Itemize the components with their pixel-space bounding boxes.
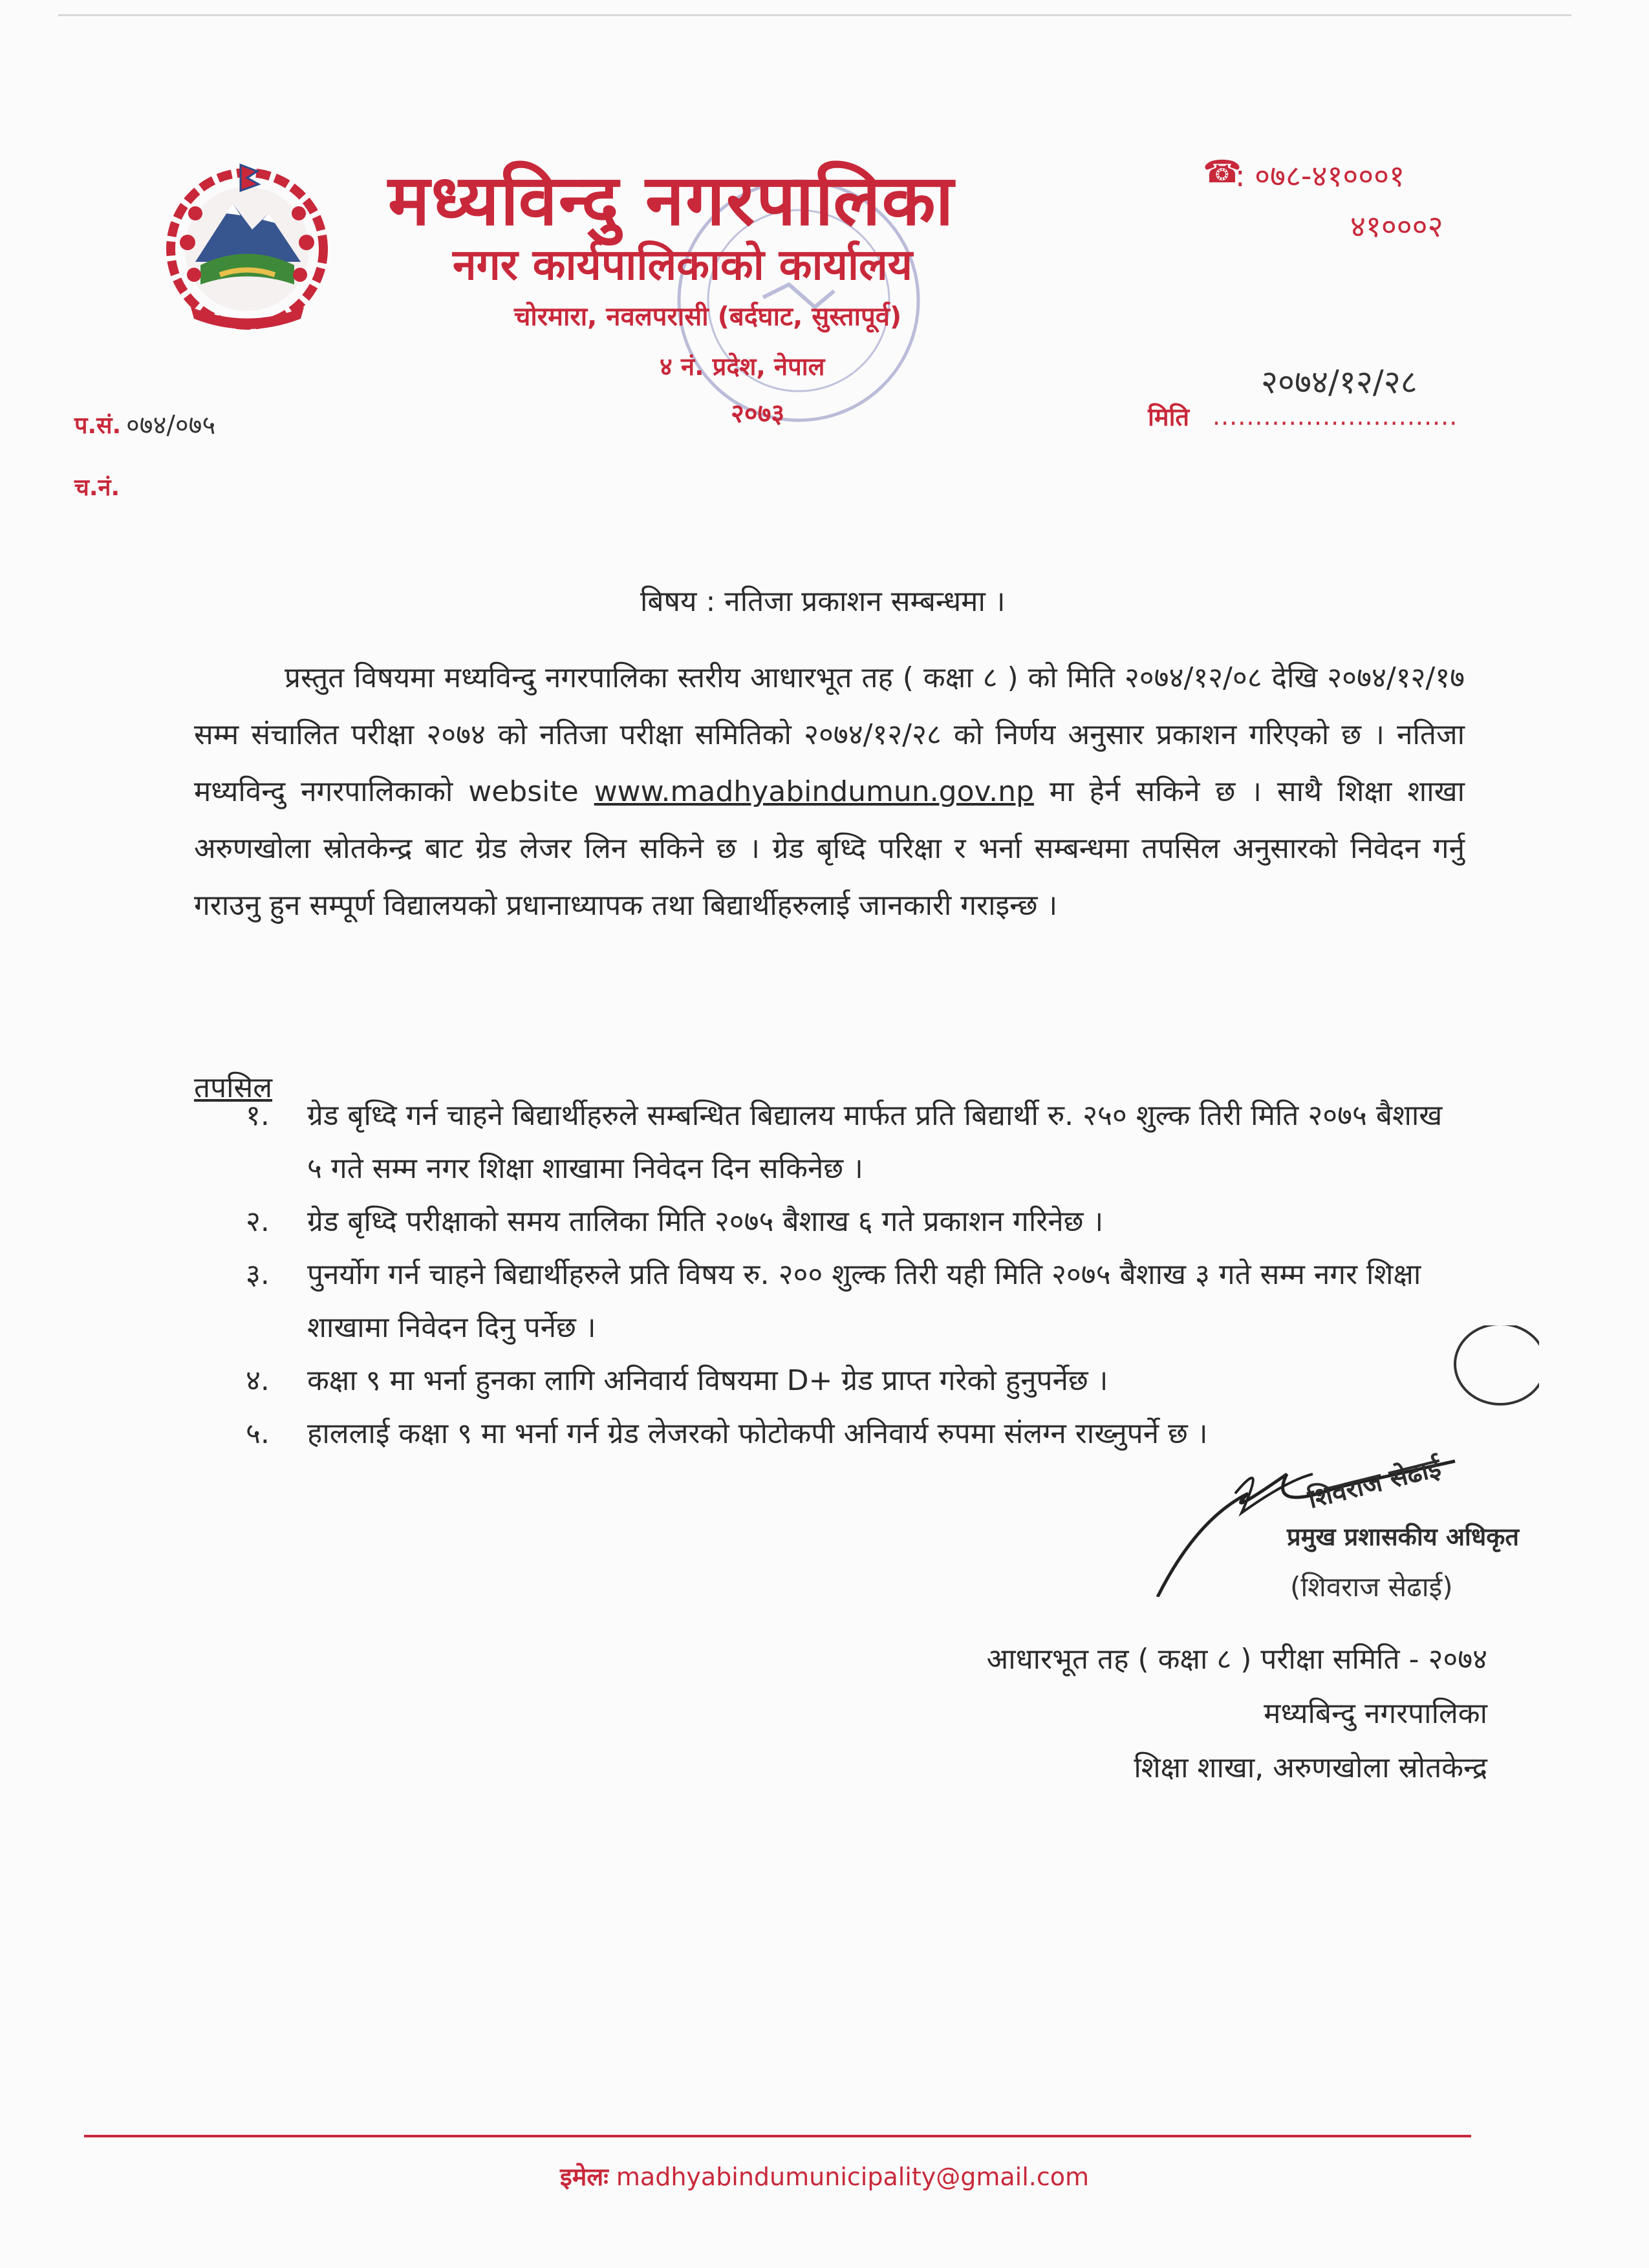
date-value: २०७४/१२/२८ (1261, 363, 1417, 401)
list-item (246, 1195, 1465, 1248)
signature-stamp-title: प्रमुख प्रशासकीय अधिकृत (1287, 1523, 1520, 1551)
paragraph-part-1: प्रस्तुत विषयमा मध्यविन्दु नगरपालिका स्तरीय आधारभूत तह ( कक्षा ८ ) को मिति २०७४/१२/०८ देखि २०७४/१२/१७ सम्म संचालित परीक्षा २०७४ को नतिजा परीक्षा समितिको २०७४/१२/२८ को निर्णय अनुसार प्रकाशन गरिएको छ । नतिजा मध्यविन्दु नगरपालिकाको website (194, 661, 1465, 808)
footer-email (0, 2159, 1649, 2193)
email-label: इमेलः (559, 2163, 609, 2191)
list-item (246, 1089, 1465, 1195)
website-link[interactable]: www.madhyabindumun.gov.np (594, 775, 1034, 808)
dispatch-label: च.नं. (74, 475, 120, 501)
email-address[interactable]: madhyabindumunicipality@gmail.com (616, 2163, 1090, 2191)
item-text: ग्रेड बृध्दि परीक्षाको समय तालिका मिति २०७५ बैशाख ६ गते प्रकाशन गरिनेछ । (307, 1205, 1104, 1238)
phone-icon: ☎ (1203, 154, 1242, 190)
item-text: पुनर्योग गर्न चाहने बिद्यार्थीहरुले प्रति विषय रु. २०० शुल्क तिरी यही मिति २०७५ बैशाख ३ गते सम्म नगर शिक्षा शाखामा निवेदन दिनु पर्नेछ । (307, 1258, 1421, 1344)
signatory-block (711, 1632, 1487, 1795)
reference-label: प.सं. (74, 412, 122, 439)
item-number: ४. (246, 1364, 270, 1397)
phone-number-2: ४१०००२ (1350, 209, 1443, 244)
item-number: १. (246, 1099, 270, 1132)
item-number: ३. (246, 1258, 270, 1291)
office-title: नगर कार्यपालिकाको कार्यालय (453, 240, 912, 290)
established-year: २०७३ (731, 399, 785, 429)
item-text: ग्रेड बृध्दि गर्न चाहने बिद्यार्थीहरुले सम्बन्धित बिद्यालय मार्फत प्रति बिद्यार्थी रु. २५० शुल्क तिरी मिति २०७५ बैशाख ५ गते सम्म नगर शिक्षा शाखामा निवेदन दिन सकिनेछ । (307, 1099, 1443, 1185)
date-label: मिति (1148, 403, 1190, 431)
top-border-line (58, 14, 1571, 16)
municipality-line: मध्यबिन्दु नगरपालिका (1264, 1697, 1487, 1730)
subject-line: बिषय : नतिजा प्रकाशन सम्बन्धमा । (640, 585, 1006, 618)
item-text: हाललाई कक्षा ९ मा भर्ना गर्न ग्रेड लेजरको फोटोकपी अनिवार्य रुपमा संलग्न राख्नुपर्ने छ । (307, 1417, 1208, 1450)
committee-line: आधारभूत तह ( कक्षा ८ ) परीक्षा समिति - २०७४ (986, 1643, 1487, 1676)
phone-number-1: : ०७८-४१०००१ (1235, 158, 1405, 193)
province-line: ४ नं. प्रदेश, नेपाल (660, 352, 825, 381)
footer-divider (84, 2135, 1471, 2137)
details-heading: तपसिल (194, 1071, 273, 1104)
signature-icon (1119, 1325, 1539, 1597)
signature-stamp-name: शिवराज सेढाई (1305, 1453, 1444, 1515)
item-text: कक्षा ९ मा भर्ना हुनका लागि अनिवार्य विषयमा D+ ग्रेड प्राप्त गरेको हुनुपर्नेछ । (307, 1364, 1108, 1397)
reference-number: ०७४/०७५ (126, 411, 216, 440)
date-dotted-line: ............................. (1212, 402, 1458, 431)
office-address: चोरमारा, नवलपरासी (बर्दघाट, सुस्तापूर्व) (514, 302, 902, 332)
municipality-title: मध्यविन्दु नगरपालिका (388, 160, 955, 241)
item-number: ५. (246, 1417, 270, 1450)
section-line: शिक्षा शाखा, अरुणखोला स्रोतकेन्द्र (1134, 1751, 1487, 1784)
paragraph-part-2: मा हेर्न सकिने छ । साथै शिक्षा शाखा अरुणखोला स्रोतकेन्द्र बाट ग्रेड लेजर लिन सकिने छ । ग्रेड बृध्दि परिक्षा र भर्ना सम्बन्धमा तपसिल अनुसारको निवेदन गर्नु गराउनु हुन सम्पूर्ण विद्यालयको प्रधानाध्यापक तथा बिद्यार्थीहरुलाई जानकारी गराइन्छ । (194, 775, 1465, 922)
nepal-emblem-icon (155, 152, 339, 336)
item-number: २. (246, 1205, 270, 1238)
signatory-name: (शिवराज सेढाई) (1290, 1571, 1453, 1603)
body-paragraph (194, 650, 1465, 934)
